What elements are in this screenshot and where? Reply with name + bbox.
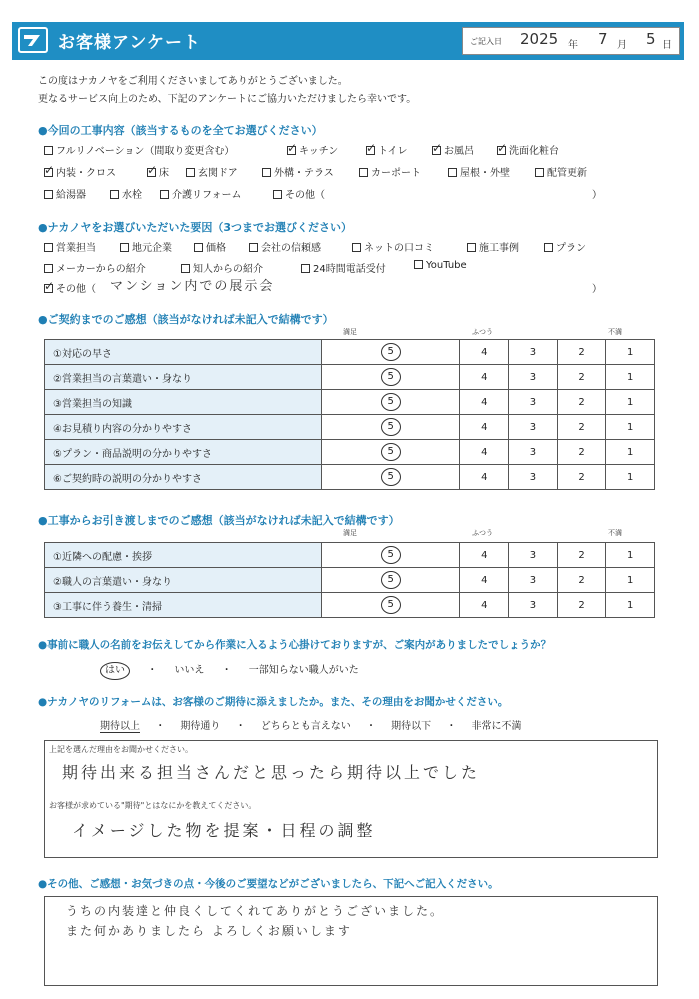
rating-option[interactable] [606, 465, 655, 490]
rating-value: 2 [578, 371, 585, 383]
rating-row [45, 340, 655, 365]
rating-value: 3 [529, 599, 537, 611]
reason-other-text: マンション内での展示会 [110, 279, 275, 294]
option-sales-rep[interactable]: 営業担当 [44, 239, 96, 254]
rating-item-label: ①近隣への配慮・挨拶 [45, 543, 322, 568]
rating-option[interactable] [460, 593, 509, 618]
separator: ・ [147, 665, 158, 676]
checkbox-icon [44, 264, 53, 273]
rating-option[interactable] [322, 543, 460, 568]
rating-option[interactable] [606, 365, 655, 390]
checkbox-checked-icon [287, 146, 296, 155]
rating-value: 4 [481, 421, 488, 433]
rating-option[interactable] [509, 365, 558, 390]
rating-option[interactable] [557, 543, 606, 568]
separator: ・ [221, 665, 232, 676]
checkbox-icon [120, 243, 129, 252]
rating-option[interactable] [557, 440, 606, 465]
checkbox-icon [181, 264, 190, 273]
separator: ・ [155, 721, 166, 732]
rating-option[interactable] [460, 440, 509, 465]
rating-item-label: ⑥ご契約時の説明の分かりやすさ [45, 465, 322, 490]
date-month: 7 [598, 30, 608, 48]
option-below[interactable]: 期待以下 [391, 721, 432, 732]
rating-value: 4 [481, 371, 488, 383]
option-bath[interactable]: ✓ お風呂 [432, 142, 474, 157]
checkbox-icon [262, 168, 271, 177]
rating-option[interactable] [509, 593, 558, 618]
checkbox-checked-icon [44, 168, 53, 177]
checkbox-icon [249, 243, 258, 252]
contract-rating-table [44, 339, 655, 490]
rating-option[interactable] [460, 365, 509, 390]
rating-option[interactable] [460, 415, 509, 440]
option-other-close: ） [592, 190, 602, 201]
date-year: 2025 [520, 30, 559, 48]
comments-line-2: また何かありましたら よろしくお願いします [66, 924, 352, 938]
rating-value: 4 [481, 549, 488, 561]
date-label: ご記入日 [470, 37, 502, 46]
option-24h-phone[interactable]: 24時間電話受付 [301, 260, 386, 275]
checkbox-icon [352, 243, 361, 252]
rating-value: 5 [381, 418, 401, 436]
reason-label: 上記を選んだ理由をお聞かせください。 [49, 745, 193, 754]
company-logo-icon [18, 27, 48, 53]
reason-text: 期待出来る担当さんだと思ったら期待以上でした [62, 763, 481, 782]
option-as-expected[interactable]: 期待通り [180, 721, 221, 732]
rating-item-label: ③工事に伴う養生・清掃 [45, 593, 322, 618]
section-contract-title: ●ご契約までのご感想（該当がなければ未記入で結構です） [38, 313, 334, 326]
rating-value: 5 [381, 393, 401, 411]
rating-value: 2 [578, 396, 585, 408]
rating-value: 1 [626, 371, 634, 383]
checkbox-checked-icon [366, 146, 375, 155]
expect-text: イメージした物を提案・日程の調整 [72, 821, 376, 840]
separator: ・ [446, 721, 457, 732]
rating-row [45, 365, 655, 390]
rating-option[interactable] [322, 415, 460, 440]
rating-value: 2 [578, 574, 585, 586]
checkbox-icon [301, 264, 310, 273]
rating-value: 1 [626, 421, 634, 433]
checkbox-checked-icon [44, 284, 53, 293]
option-exceeded[interactable]: 期待以上 [100, 721, 140, 732]
rating-option[interactable] [509, 390, 558, 415]
rating-value: 5 [381, 443, 401, 461]
option-floor[interactable]: ✓ 床 [147, 164, 169, 179]
construction-rating-table [44, 542, 655, 618]
scale-mid-label-2: ふつう [472, 529, 493, 537]
section-craftsman-title: ●事前に職人の名前をお伝えしてから作業に入るよう心掛けておりますが、ご案内がありましたでしょうか？ [38, 639, 552, 651]
rating-option[interactable] [322, 365, 460, 390]
rating-value: 5 [381, 571, 401, 589]
rating-value: 2 [578, 549, 585, 561]
scale-high-label-2: 満足 [343, 529, 357, 537]
option-reason-other[interactable]: ✓その他（ [44, 280, 96, 295]
craftsman-options [100, 661, 359, 680]
rating-value: 1 [626, 346, 634, 358]
rating-item-label: ②職人の言葉遣い・身なり [45, 568, 322, 593]
option-toilet[interactable]: ✓ トイレ [366, 142, 408, 157]
section-work-title: ●今回の工事内容（該当するものを全てお選びください） [38, 124, 323, 137]
date-month-unit: 月 [617, 40, 627, 51]
rating-option[interactable] [606, 543, 655, 568]
scale-low-label: 不満 [608, 328, 622, 336]
rating-option[interactable] [509, 340, 558, 365]
rating-item-label: ②営業担当の言葉遣い・身なり [45, 365, 322, 390]
option-friend-referral[interactable]: 知人からの紹介 [181, 260, 263, 275]
option-neutral[interactable]: どちらとも言えない [260, 721, 351, 732]
option-kitchen[interactable]: ✓ キッチン [287, 142, 338, 157]
rating-value: 5 [381, 368, 401, 386]
rating-row [45, 543, 655, 568]
checkbox-icon [44, 190, 53, 199]
rating-value: 1 [626, 599, 634, 611]
checkbox-checked-icon [147, 168, 156, 177]
checkbox-icon [535, 168, 544, 177]
option-partial[interactable]: 一部知らない職人がいた [248, 665, 359, 676]
intro-line-2: 更なるサービス向上のため、下記のアンケートにご協力いただけましたら幸いです。 [38, 94, 417, 105]
rating-value: 1 [626, 396, 634, 408]
rating-value: 4 [481, 396, 488, 408]
rating-value: 3 [529, 446, 537, 458]
reason-other-close: ） [592, 284, 602, 295]
rating-value: 2 [578, 446, 585, 458]
checkbox-icon [186, 168, 195, 177]
rating-option[interactable] [557, 340, 606, 365]
section-construction-title: ●工事からお引き渡しまでのご感想（該当がなければ未記入で結構です） [38, 514, 400, 527]
rating-option[interactable] [460, 340, 509, 365]
checkbox-icon [414, 260, 423, 269]
option-local-company[interactable]: 地元企業 [120, 239, 172, 254]
rating-value: 1 [626, 549, 634, 561]
rating-value: 5 [381, 546, 401, 564]
rating-option[interactable] [557, 365, 606, 390]
rating-value: 5 [381, 343, 401, 361]
option-water-heater[interactable]: 給湯器 [44, 186, 86, 201]
scale-low-label-2: 不満 [608, 529, 622, 537]
rating-option[interactable] [606, 415, 655, 440]
checkbox-icon [160, 190, 169, 199]
rating-row [45, 390, 655, 415]
rating-value: 2 [578, 346, 585, 358]
work-row-1 [44, 142, 234, 157]
option-plan[interactable]: プラン [544, 239, 586, 254]
option-faucet[interactable]: 水栓 [110, 186, 142, 201]
option-roof-wall[interactable]: 屋根・外壁 [448, 164, 510, 179]
checkbox-icon [44, 243, 53, 252]
rating-value: 2 [578, 471, 585, 483]
rating-option[interactable] [557, 593, 606, 618]
rating-option[interactable] [509, 440, 558, 465]
checkbox-icon [359, 168, 368, 177]
rating-option[interactable] [557, 415, 606, 440]
rating-value: 3 [529, 346, 537, 358]
expectation-options [100, 717, 522, 732]
option-net-reviews[interactable]: ネットの口コミ [352, 239, 434, 254]
rating-value: 1 [626, 574, 634, 586]
rating-option[interactable] [509, 568, 558, 593]
rating-value: 3 [529, 549, 537, 561]
rating-value: 5 [381, 596, 401, 614]
checkbox-icon [448, 168, 457, 177]
rating-option[interactable] [606, 390, 655, 415]
rating-value: 4 [481, 471, 488, 483]
checkbox-icon [544, 243, 553, 252]
date-day: 5 [646, 30, 656, 48]
rating-item-label: ①対応の早さ [45, 340, 322, 365]
rating-row [45, 465, 655, 490]
rating-option[interactable] [322, 465, 460, 490]
option-interior[interactable]: ✓内装・クロス [44, 164, 116, 179]
option-trust[interactable]: 会社の信頼感 [249, 239, 321, 254]
rating-option[interactable] [322, 390, 460, 415]
rating-option[interactable] [322, 340, 460, 365]
rating-value: 1 [626, 446, 634, 458]
rating-value: 5 [381, 468, 401, 486]
option-very-unsatisfied[interactable]: 非常に不満 [471, 721, 522, 732]
rating-option[interactable] [606, 340, 655, 365]
option-case-studies[interactable]: 施工事例 [467, 239, 519, 254]
rating-value: 4 [481, 346, 488, 358]
option-other[interactable]: その他（ [273, 186, 325, 201]
checkbox-checked-icon [497, 146, 506, 155]
rating-value: 3 [529, 574, 537, 586]
rating-item-label: ④お見積り内容の分かりやすさ [45, 415, 322, 440]
date-year-unit: 年 [568, 40, 578, 51]
option-youtube[interactable]: YouTube [414, 260, 467, 271]
rating-option[interactable] [557, 568, 606, 593]
rating-row [45, 440, 655, 465]
separator: ・ [365, 721, 376, 732]
rating-value: 3 [529, 421, 537, 433]
date-day-unit: 日 [662, 40, 672, 51]
rating-option[interactable] [460, 568, 509, 593]
separator: ・ [235, 721, 246, 732]
rating-row [45, 568, 655, 593]
rating-option[interactable] [557, 465, 606, 490]
rating-row [45, 593, 655, 618]
rating-value: 4 [481, 574, 488, 586]
option-full-renovation[interactable]: フルリノベーション（間取り変更含む） [44, 146, 234, 157]
rating-value: 1 [626, 471, 634, 483]
expect-label: お客様が求めている"期待"とはなにかを教えてください。 [49, 801, 257, 810]
scale-high-label: 満足 [343, 328, 357, 336]
rating-option[interactable] [557, 390, 606, 415]
rating-option[interactable] [606, 440, 655, 465]
option-maker-referral[interactable]: メーカーからの紹介 [44, 260, 146, 275]
checkbox-checked-icon [432, 146, 441, 155]
rating-value: 4 [481, 446, 488, 458]
checkbox-icon [110, 190, 119, 199]
rating-option[interactable] [322, 568, 460, 593]
rating-option[interactable] [322, 593, 460, 618]
rating-item-label: ③営業担当の知識 [45, 390, 322, 415]
option-yes[interactable]: はい [100, 662, 130, 680]
rating-item-label: ⑤プラン・商品説明の分かりやすさ [45, 440, 322, 465]
rating-option[interactable] [322, 440, 460, 465]
option-entrance-door[interactable]: 玄関ドア [186, 164, 238, 179]
comments-line-1: うちの内装達と仲良くしてくれてありがとうございました。 [66, 904, 445, 918]
section-reason-title: ●ナカノヤをお選びいただいた要因（3つまでお選びください） [38, 221, 353, 234]
option-care-reform[interactable]: 介護リフォーム [160, 186, 242, 201]
section-expectation-title: ●ナカノヤのリフォームは、お客様のご期待に添えましたか。また、その理由をお聞かせください。 [38, 696, 509, 708]
checkbox-icon [44, 146, 53, 155]
option-no[interactable]: いいえ [174, 665, 205, 676]
rating-value: 3 [529, 471, 537, 483]
rating-option[interactable] [460, 390, 509, 415]
rating-option[interactable] [509, 543, 558, 568]
rating-row [45, 415, 655, 440]
option-piping[interactable]: 配管更新 [535, 164, 587, 179]
section-comments-title: ●その他、ご感想・お気づきの点・今後のご要望などがございましたら、下記へご記入ください。 [38, 878, 499, 890]
option-washstand[interactable]: ✓ 洗面化粧台 [497, 142, 559, 157]
checkbox-icon [467, 243, 476, 252]
checkbox-icon [194, 243, 203, 252]
rating-value: 4 [481, 599, 488, 611]
rating-option[interactable] [460, 543, 509, 568]
rating-value: 2 [578, 421, 585, 433]
rating-value: 3 [529, 396, 537, 408]
option-carport[interactable]: カーポート [359, 164, 421, 179]
rating-option[interactable] [460, 465, 509, 490]
option-exterior[interactable]: 外構・テラス [262, 164, 334, 179]
option-price[interactable]: 価格 [194, 239, 226, 254]
rating-option[interactable] [509, 415, 558, 440]
rating-value: 3 [529, 371, 537, 383]
rating-option[interactable] [606, 568, 655, 593]
checkbox-icon [273, 190, 282, 199]
rating-option[interactable] [606, 593, 655, 618]
rating-option[interactable] [509, 465, 558, 490]
intro-line-1: この度はナカノヤをご利用くださいましてありがとうございました。 [38, 76, 348, 87]
page-title: お客様アンケート [58, 33, 201, 53]
scale-mid-label: ふつう [472, 328, 493, 336]
rating-value: 2 [578, 599, 585, 611]
